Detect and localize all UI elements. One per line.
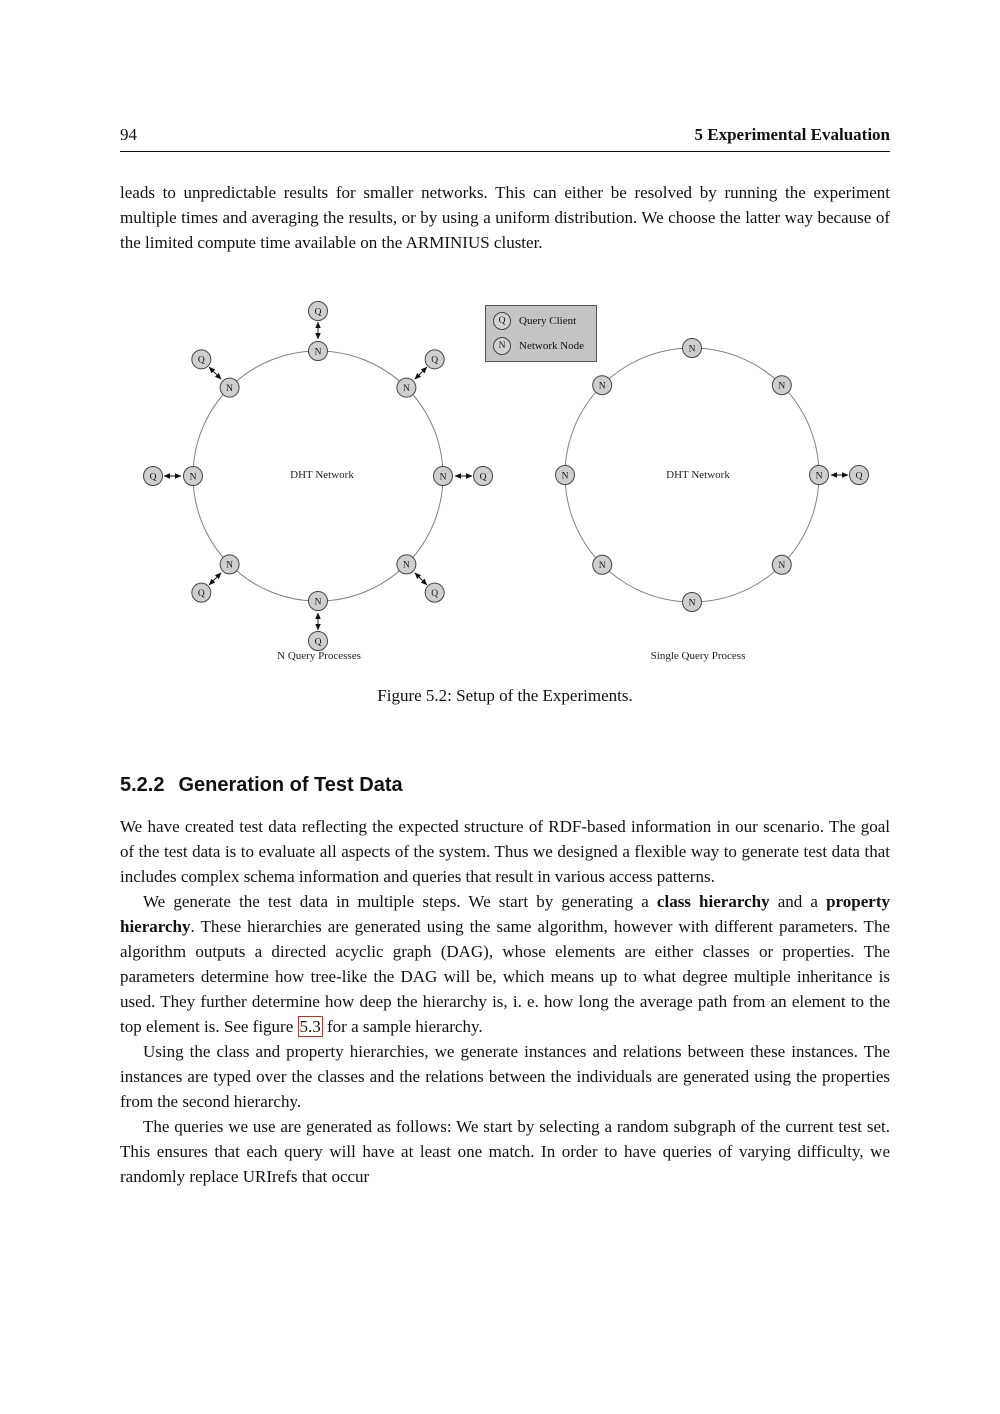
query-link-arrow bbox=[415, 573, 427, 585]
section-number: 5.2.2 bbox=[120, 774, 165, 796]
network-node bbox=[309, 592, 328, 611]
query-client-node bbox=[425, 583, 444, 602]
query-client-node bbox=[309, 302, 328, 321]
query-client-node bbox=[309, 632, 328, 651]
text-run: for a sample hierarchy. bbox=[322, 1017, 483, 1036]
network-node bbox=[397, 555, 416, 574]
paragraph-intro: leads to unpredictable results for smaller networks. This can either be resolved by running the experiment multiple times and averaging the results, or by using a uniform distribution. We choose the latter way because of the limited compute time available on the ARMINIUS cluster. bbox=[120, 183, 890, 252]
network-node bbox=[810, 466, 829, 485]
left-ring-caption: N Query Processes bbox=[277, 650, 361, 662]
query-link-arrow bbox=[415, 367, 427, 379]
network-node bbox=[556, 466, 575, 485]
section-title: Generation of Test Data bbox=[178, 774, 403, 796]
query-client-node-label: Q bbox=[149, 472, 157, 483]
network-node-label: N bbox=[402, 383, 410, 394]
legend-label-network-node: Network Node bbox=[519, 340, 585, 352]
network-node-label: N bbox=[598, 381, 606, 392]
paragraph: Using the class and property hierarchies, we generate instances and relations between these instances. The instances are typed over the classes and the relations between the individuals are generated using the properties from the second hierarchy. bbox=[120, 1042, 890, 1111]
chapter-header: 5 Experimental Evaluation bbox=[694, 125, 890, 144]
query-client-icon: Q bbox=[493, 312, 511, 330]
query-client-node-label: Q bbox=[431, 355, 439, 366]
query-client-node-label: Q bbox=[197, 588, 205, 599]
query-client-node-label: Q bbox=[479, 472, 487, 483]
network-node-label: N bbox=[314, 597, 322, 608]
network-node-label: N bbox=[189, 472, 197, 483]
query-client-node-label: Q bbox=[855, 471, 863, 482]
network-node-label: N bbox=[561, 471, 569, 482]
network-node bbox=[772, 376, 791, 395]
paragraph bbox=[120, 889, 890, 1039]
network-node bbox=[309, 342, 328, 361]
network-node bbox=[220, 378, 239, 397]
bold-text-class-hierarchy: class hierarchy bbox=[656, 892, 770, 911]
network-node bbox=[683, 339, 702, 358]
legend-row-query-client bbox=[493, 312, 589, 330]
network-node-label: N bbox=[688, 598, 696, 609]
query-client-node bbox=[850, 466, 869, 485]
network-node-label: N bbox=[226, 383, 234, 394]
text-run: and a bbox=[769, 892, 827, 911]
paragraph: We have created test data reflecting the expected structure of RDF-based information in our scenario. The goal of the test data is to evaluate all aspects of the system. Thus we designed a flexible way to generate test data that includes complex schema information and queries that result in various access patterns. bbox=[120, 817, 890, 886]
network-node-label: N bbox=[778, 561, 786, 572]
network-node bbox=[593, 555, 612, 574]
network-node-icon: N bbox=[493, 337, 511, 355]
dht-network-label-left: DHT Network bbox=[290, 469, 354, 481]
query-link-arrow bbox=[209, 573, 221, 585]
right-ring-caption: Single Query Process bbox=[650, 650, 746, 662]
network-node bbox=[683, 593, 702, 612]
text-run: . These hierarchies are generated using the same algorithm, however with different parameters. The algorithm outputs a directed acyclic graph (DAG), whose elements are either classes or properties. The parameters determine how tree-like the DAG will be, which means up to what degree multiple inheritance is used. They further determine how deep the hierarchy is, i. e. how long the average path from an element to the top element is. See figure bbox=[120, 917, 890, 1036]
figure-legend bbox=[485, 305, 597, 362]
legend-label-query-client: Query Client bbox=[519, 315, 577, 327]
bold-text-property-hierarchy: property hierarchy bbox=[120, 892, 890, 936]
query-client-node bbox=[192, 350, 211, 369]
figure-reference-link[interactable]: 5.3 bbox=[299, 1017, 321, 1036]
network-node-label: N bbox=[402, 560, 410, 571]
network-node-label: N bbox=[439, 472, 447, 483]
dht-network-label-right: DHT Network bbox=[666, 469, 730, 481]
query-client-node-label: Q bbox=[314, 307, 322, 318]
query-link-arrow bbox=[209, 367, 221, 379]
legend-row-network-node bbox=[493, 337, 589, 355]
network-node bbox=[772, 555, 791, 574]
query-client-node bbox=[425, 350, 444, 369]
network-node-label: N bbox=[815, 471, 823, 482]
intro-paragraph-block bbox=[120, 180, 890, 255]
query-client-node bbox=[474, 467, 493, 486]
figure-caption: Figure 5.2: Setup of the Experiments. bbox=[377, 686, 633, 705]
page-number: 94 bbox=[120, 125, 137, 144]
network-node bbox=[184, 467, 203, 486]
section-heading bbox=[120, 774, 890, 797]
network-node-label: N bbox=[778, 381, 786, 392]
network-node bbox=[593, 376, 612, 395]
network-node-label: N bbox=[314, 347, 322, 358]
body-text-block bbox=[120, 814, 890, 1189]
network-node bbox=[397, 378, 416, 397]
query-client-node bbox=[192, 583, 211, 602]
query-client-node-label: Q bbox=[431, 588, 439, 599]
query-client-node-label: Q bbox=[314, 637, 322, 648]
query-client-node-label: Q bbox=[197, 355, 205, 366]
running-header bbox=[120, 126, 890, 152]
network-node-label: N bbox=[598, 561, 606, 572]
paragraph: The queries we use are generated as follows: We start by selecting a random subgraph of the current test set. This ensures that each query will have at least one match. In order to have queries of varying difficulty, we randomly replace URIrefs that occur bbox=[120, 1117, 890, 1186]
network-node-label: N bbox=[226, 560, 234, 571]
network-node-label: N bbox=[688, 344, 696, 355]
network-node bbox=[220, 555, 239, 574]
text-run: We generate the test data in multiple steps. We start by generating a bbox=[143, 892, 657, 911]
query-client-node bbox=[144, 467, 163, 486]
network-node bbox=[434, 467, 453, 486]
